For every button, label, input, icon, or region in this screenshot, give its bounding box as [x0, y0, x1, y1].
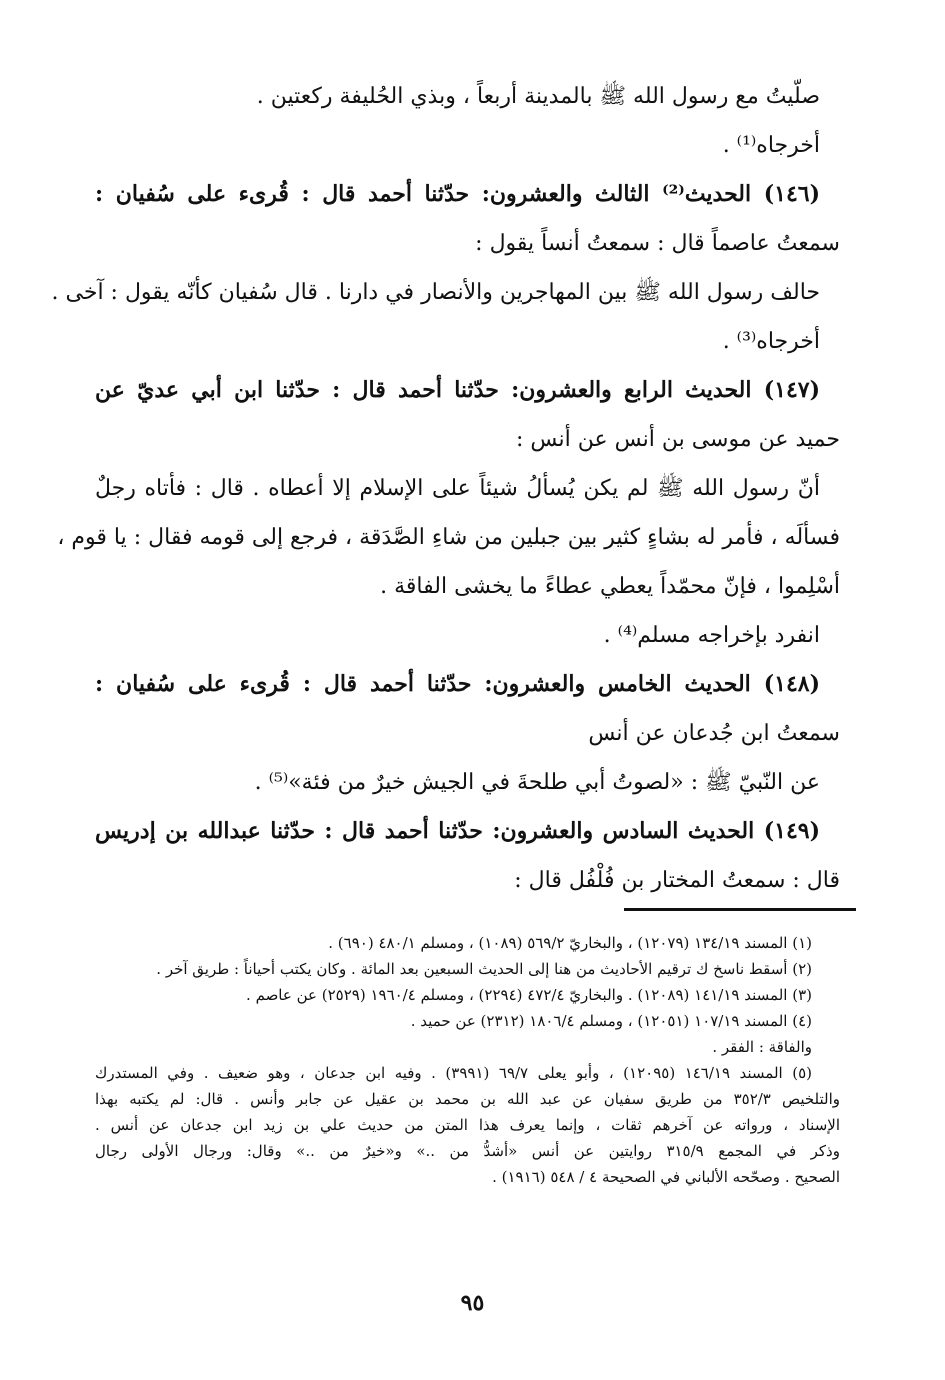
footnote-4: (٤) المسند ١٠٧/١٩ (١٢٠٥١) ، ومسلم ١٨٠٦/٤ (٢٣١٢) عن حميد .: [410, 1012, 812, 1030]
text-line-2: أخرجاه⁽¹⁾ .: [722, 133, 820, 158]
hadith-149-heading: (١٤٩) الحديث السادس والعشرون: حدّثنا أحمد قال : حدّثنا عبدالله بن إدريس: [95, 818, 820, 844]
main-text: [51, 72, 840, 905]
text-line-6: أخرجاه⁽³⁾ .: [722, 329, 820, 354]
footnotes: [95, 930, 840, 1190]
footnote-3: (٣) المسند ١٤١/١٩ (١٢٠٨٩) . والبخاريّ ٤٧٢/٤ (٢٢٩٤) ، ومسلم ١٩٦٠/٤ (٢٥٢٩) عن عاصم .: [246, 986, 812, 1004]
text-line-14: سمعتُ ابن جُدعان عن أنس: [588, 721, 840, 746]
footnote-5-line-1: (٥) المسند ١٤٦/١٩ (١٢٠٩٥) ، وأبو يعلى ٦٩/٧ (٣٩٩١) . وفيه ابن جدعان ، وهو ضعيف . وفي المستدرك: [95, 1064, 812, 1082]
page-number: ٩٥: [460, 1290, 485, 1316]
hadith-147-heading: (١٤٧) الحديث الرابع والعشرون: حدّثنا أحمد قال : حدّثنا ابن أبي عديّ عن: [95, 377, 820, 403]
text-line-17: قال : سمعتُ المختار بن فُلْفُل قال :: [514, 868, 840, 893]
footnote-5-line-4: وذكر في المجمع ٣١٥/٩ روايتين عن أنس «أشدُّ من ..» و«خيرٌ من ..» وقال: ورجال الأولى رجال: [95, 1142, 840, 1160]
hadith-148-heading: (١٤٨) الحديث الخامس والعشرون: حدّثنا أحمد قال : قُرىء على سُفيان :: [95, 671, 820, 697]
footnote-5-line-2: والتلخيص ٣٥٢/٣ من طريق سفيان عن عبد الله بن محمد بن عقيل عن جابر وأنس . قال: لم يكتبه بهذا: [95, 1090, 841, 1108]
text-line-11: أسْلِموا ، فإنّ محمّداً يعطي عطاءً ما يخشى الفاقة .: [380, 574, 840, 599]
text-line-15: عن النّبيّ ﷺ : «لصوتُ أبي طلحةَ في الجيش خيرٌ من فئة»⁽⁵⁾ .: [254, 770, 820, 795]
text-line-4: سمعتُ عاصماً قال : سمعتُ أنساً يقول :: [475, 231, 840, 256]
hadith-146-heading: (١٤٦) الحديث⁽²⁾ الثالث والعشرون: حدّثنا أحمد قال : قُرىء على سُفيان :: [95, 181, 820, 207]
footnote-separator: [624, 908, 856, 911]
text-line-9: أنّ رسول الله ﷺ لم يكن يُسألُ شيئاً على الإسلام إلا أعطاه . قال : فأتاه رجلٌ: [95, 476, 820, 501]
footnote-2: (٢) أسقط ناسخ ك ترقيم الأحاديث من هنا إلى الحديث السبعين بعد المائة . وكان يكتب أحياناً : طريق آخر .: [156, 960, 812, 978]
text-line-5: حالف رسول الله ﷺ بين المهاجرين والأنصار في دارنا . قال سُفيان كأنّه يقول : آخى .: [51, 280, 820, 305]
text-line-8: حميد عن موسى بن أنس عن أنس :: [516, 427, 840, 452]
footnote-1: (١) المسند ١٣٤/١٩ (١٢٠٧٩) ، والبخاريّ ٥٦٩/٢ (١٠٨٩) ، ومسلم ٤٨٠/١ (٦٩٠) .: [328, 934, 812, 952]
footnote-5-line-3: الإسناد ، ورواته عن آخرهم ثقات ، وإنما يعرف هذا المتن من حديث علي بن زيد ابن جدعان عن أنس .: [95, 1116, 840, 1134]
footnote-4-note: والفاقة : الفقر .: [712, 1038, 812, 1056]
text-line-1: صلّيتُ مع رسول الله ﷺ بالمدينة أربعاً ، وبذي الحُليفة ركعتين .: [256, 84, 820, 109]
footnote-5-line-5: الصحيح . وصحّحه الألباني في الصحيحة ٤ / ٥٤٨ (١٩١٦) .: [492, 1168, 840, 1186]
text-line-10: فسألَه ، فأمر له بشاءٍ كثير بين جبلين من شاءِ الصَّدَقة ، فرجع إلى قومه فقال : يا قوم ،: [57, 525, 840, 550]
text-line-12: انفرد بإخراجه مسلم⁽⁴⁾ .: [603, 623, 820, 648]
